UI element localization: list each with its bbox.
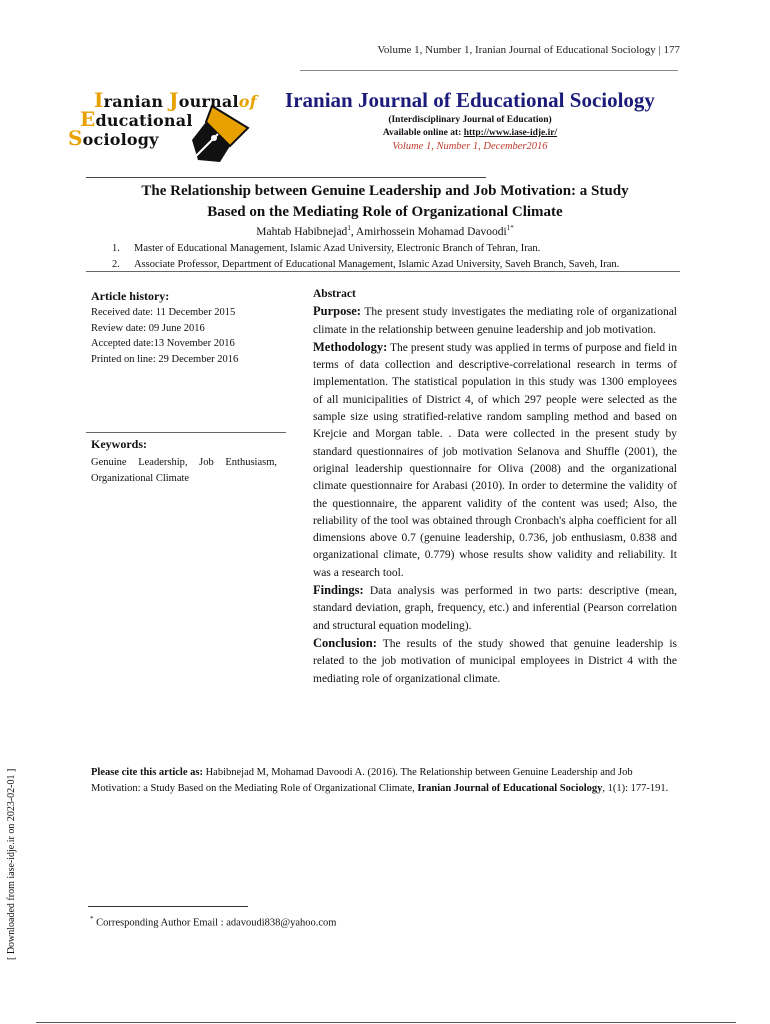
journal-logo — [66, 84, 266, 174]
logo-line-2: Educational — [80, 107, 193, 131]
header-rule — [300, 70, 678, 71]
paper-title-line-2: Based on the Mediating Role of Organizational Climate — [207, 204, 563, 220]
authors: Mahtab Habibnejad$^1$, Amirhossein Mohamad Davoodi$^{1*}$ — [256, 224, 514, 238]
download-watermark: [ Downloaded from iase-idje.ir on 2023-02-01 ] — [6, 768, 17, 960]
abstract-methodology: Methodology: The present study was applied in terms of purpose and field in terms of data collection and descriptive-correlational research in terms of implementation. The statistical population in this study was 1300 employees of all municipalities of District 4, of which 297 people were selected as the sample size using stratified-relative random sampling method and based on Krejcie and Morgan table. . Data were collected in the present study by standard questionnaires of job motivation Selanova and Shuffle (2001), the original leadership questionnaire for Oliva (2008) and the organizational climate questionnaire for Arabasi (2010). In order to determine the validity of the questionnaire, the apparent validity of the content was used; Also, the reliability of the tool was obtained through Cronbach's alpha coefficient for all dimensions above 0.7 (genuine leadership, 0.736, job enthusiasm, 0.838 and organizational climate, 0.779) whose results show validity and reliability. It was a research tool. — [313, 339, 677, 579]
footnote: * Corresponding Author Email : adavoudi838@yahoo.com — [90, 915, 337, 929]
journal-subtitle: (Interdisciplinary Journal of Education) — [388, 115, 552, 125]
title-rule — [86, 177, 486, 178]
history-item: Received date: 11 December 2015 — [91, 307, 236, 318]
history-heading: Article history: — [91, 289, 170, 303]
journal-availability: Available online at: http://www.iase-idje.ir/ — [382, 128, 558, 138]
bottom-rule — [36, 1022, 736, 1023]
journal-url-link[interactable]: http://www.iase-idje.ir/ — [463, 128, 558, 138]
abstract-heading: Abstract — [313, 288, 356, 300]
affiliation-item: 2. Associate Professor, Department of Educational Management, Islamic Azad University, Saveh Branch, Saveh, Iran. — [112, 259, 620, 270]
history-item: Review date: 09 June 2016 — [91, 322, 205, 334]
logo-line-1: Iranian Journalof — [94, 88, 257, 112]
abstract-conclusion: Conclusion: The results of the study showed that genuine leadership is related to the job motivation of municipal employees in District 4 with the mediating role of organizational climate. — [313, 635, 677, 685]
abstract-findings: Findings: Data analysis was performed in two parts: descriptive (mean, standard deviation, graph, frequency, etc.) and inferential (Pearson correlation and structural equation modeling). — [313, 583, 677, 632]
abstract-purpose: Purpose: The present study investigates the mediating role of organizational climate in the relationship between genuine leadership and job motivation. — [313, 304, 677, 336]
paper-title — [92, 181, 678, 223]
footnote-rule — [88, 906, 248, 907]
running-head: Volume 1, Number 1, Iranian Journal of Educational Sociology | 177 — [377, 44, 680, 56]
affiliations — [112, 241, 672, 273]
affiliation-item: 1. Master of Educational Management, Islamic Azad University, Electronic Branch of Tehran, Iran. — [112, 243, 541, 254]
pen-nib-icon — [190, 100, 262, 172]
history-item: Printed on line: 29 December 2016 — [91, 353, 239, 365]
history-rule — [86, 432, 286, 433]
paper-title-line-1: The Relationship between Genuine Leadership and Job Motivation: a Study — [141, 183, 629, 199]
journal-issue: Volume 1, Number 1, December2016 — [392, 141, 548, 152]
logo-line-3: Sociology — [68, 126, 159, 150]
journal-title: Iranian Journal of Educational Sociology — [285, 88, 655, 112]
affiliation-rule — [86, 271, 680, 272]
keywords-heading: Keywords: — [91, 437, 147, 451]
citation: Please cite this article as: Habibnejad M, Mohamad Davoodi A. (2016). The Relationship between Genuine Leadership and Job Motivation: a Study Based on the Mediating Role of Organizational Climate, Iranian Journal of Educational Sociology, 1(1): 177-191. — [91, 767, 669, 794]
abstract — [313, 286, 677, 688]
article-history — [91, 305, 238, 367]
keywords-text: Genuine Leadership, Job Enthusiasm, Organizational Climate — [91, 457, 277, 484]
history-item: Accepted date:13 November 2016 — [91, 338, 235, 349]
